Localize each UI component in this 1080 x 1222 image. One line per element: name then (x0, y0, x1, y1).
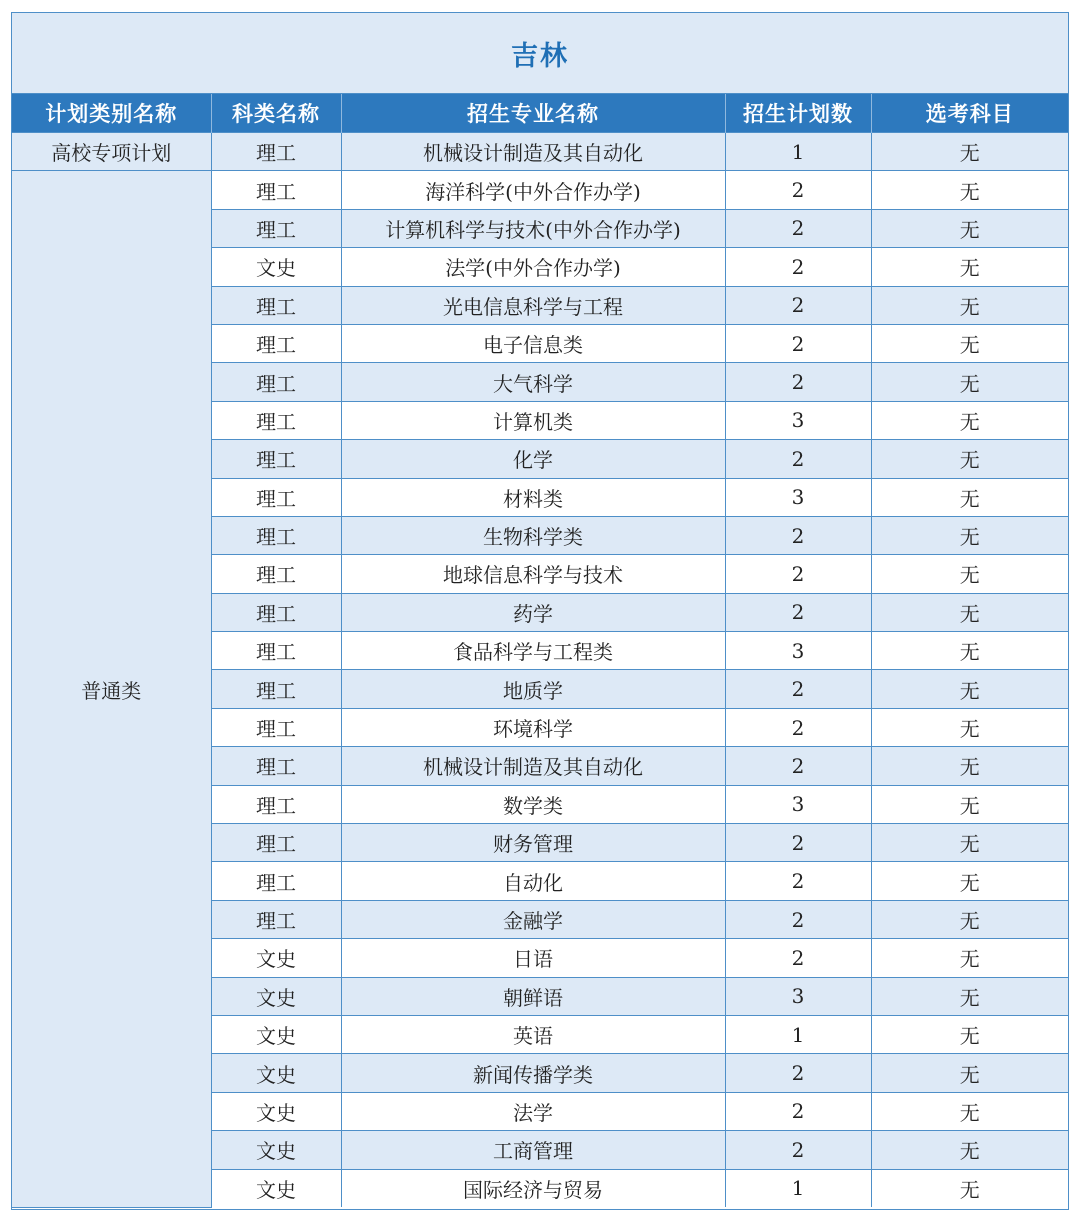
cell-plan-count: 3 (725, 478, 871, 516)
title-bar (12, 13, 1068, 94)
cell-major-name: 电子信息类 (341, 324, 725, 362)
cell-plan-count: 3 (725, 977, 871, 1015)
cell-plan-count: 2 (725, 824, 871, 862)
cell-plan-count: 2 (725, 1131, 871, 1169)
cell-subject-type: 文史 (211, 1131, 341, 1169)
cell-major-name: 食品科学与工程类 (341, 632, 725, 670)
cell-required-subjects: 无 (871, 363, 1068, 401)
cell-plan-count: 2 (725, 1092, 871, 1130)
cell-major-name: 环境科学 (341, 708, 725, 746)
cell-plan-count: 2 (725, 939, 871, 977)
cell-subject-type: 理工 (211, 900, 341, 938)
cell-major-name: 机械设计制造及其自动化 (341, 133, 725, 171)
cell-plan-count: 2 (725, 900, 871, 938)
cell-subject-type: 理工 (211, 670, 341, 708)
cell-required-subjects: 无 (871, 1169, 1068, 1207)
cell-required-subjects: 无 (871, 785, 1068, 823)
cell-required-subjects: 无 (871, 862, 1068, 900)
cell-major-name: 金融学 (341, 900, 725, 938)
cell-subject-type: 理工 (211, 133, 341, 171)
cell-plan-count: 2 (725, 324, 871, 362)
cell-subject-type: 文史 (211, 1015, 341, 1053)
cell-major-name: 计算机类 (341, 401, 725, 439)
cell-major-name: 法学(中外合作办学) (341, 248, 725, 286)
cell-required-subjects: 无 (871, 555, 1068, 593)
cell-major-name: 自动化 (341, 862, 725, 900)
cell-plan-count: 2 (725, 440, 871, 478)
cell-subject-type: 理工 (211, 747, 341, 785)
cell-subject-type: 理工 (211, 785, 341, 823)
cell-required-subjects: 无 (871, 708, 1068, 746)
cell-major-name: 机械设计制造及其自动化 (341, 747, 725, 785)
cell-plan-count: 2 (725, 747, 871, 785)
cell-major-name: 光电信息科学与工程 (341, 286, 725, 324)
table-header-row (12, 94, 1068, 133)
cell-subject-type: 理工 (211, 862, 341, 900)
header-required-subjects: 选考科目 (871, 94, 1068, 133)
header-plan-category: 计划类别名称 (12, 94, 211, 133)
cell-major-name: 药学 (341, 593, 725, 631)
cell-required-subjects: 无 (871, 939, 1068, 977)
cell-major-name: 化学 (341, 440, 725, 478)
cell-major-name: 新闻传播学类 (341, 1054, 725, 1092)
cell-plan-count: 2 (725, 171, 871, 209)
cell-subject-type: 文史 (211, 248, 341, 286)
cell-required-subjects: 无 (871, 747, 1068, 785)
cell-subject-type: 理工 (211, 824, 341, 862)
cell-required-subjects: 无 (871, 632, 1068, 670)
cell-plan-count: 2 (725, 708, 871, 746)
cell-plan-count: 2 (725, 248, 871, 286)
cell-required-subjects: 无 (871, 1015, 1068, 1053)
cell-required-subjects: 无 (871, 286, 1068, 324)
cell-subject-type: 理工 (211, 171, 341, 209)
cell-plan-count: 2 (725, 862, 871, 900)
table-body (12, 133, 1068, 1208)
cell-major-name: 国际经济与贸易 (341, 1169, 725, 1207)
cell-subject-type: 文史 (211, 1169, 341, 1207)
cell-plan-category: 高校专项计划 (12, 133, 211, 171)
cell-plan-count: 2 (725, 670, 871, 708)
cell-major-name: 日语 (341, 939, 725, 977)
cell-major-name: 工商管理 (341, 1131, 725, 1169)
table-row (12, 133, 1068, 171)
cell-plan-count: 2 (725, 286, 871, 324)
cell-major-name: 朝鲜语 (341, 977, 725, 1015)
cell-subject-type: 理工 (211, 555, 341, 593)
cell-required-subjects: 无 (871, 670, 1068, 708)
cell-required-subjects: 无 (871, 209, 1068, 247)
enrollment-table-card (11, 12, 1069, 1210)
cell-subject-type: 理工 (211, 286, 341, 324)
cell-plan-count: 3 (725, 401, 871, 439)
header-subject-type: 科类名称 (211, 94, 341, 133)
cell-plan-count: 3 (725, 632, 871, 670)
cell-subject-type: 理工 (211, 516, 341, 554)
cell-plan-count: 1 (725, 1169, 871, 1207)
cell-subject-type: 文史 (211, 939, 341, 977)
cell-subject-type: 理工 (211, 401, 341, 439)
cell-required-subjects: 无 (871, 440, 1068, 478)
cell-subject-type: 文史 (211, 977, 341, 1015)
enrollment-table (12, 94, 1068, 1208)
cell-required-subjects: 无 (871, 171, 1068, 209)
cell-major-name: 财务管理 (341, 824, 725, 862)
cell-plan-count: 2 (725, 516, 871, 554)
cell-plan-count: 1 (725, 133, 871, 171)
table-row (12, 171, 1068, 209)
cell-major-name: 地质学 (341, 670, 725, 708)
cell-required-subjects: 无 (871, 248, 1068, 286)
cell-subject-type: 理工 (211, 440, 341, 478)
cell-major-name: 英语 (341, 1015, 725, 1053)
cell-required-subjects: 无 (871, 478, 1068, 516)
cell-required-subjects: 无 (871, 516, 1068, 554)
cell-plan-count: 2 (725, 1054, 871, 1092)
cell-major-name: 地球信息科学与技术 (341, 555, 725, 593)
cell-major-name: 数学类 (341, 785, 725, 823)
cell-major-name: 生物科学类 (341, 516, 725, 554)
cell-subject-type: 理工 (211, 209, 341, 247)
cell-major-name: 法学 (341, 1092, 725, 1130)
cell-plan-count: 2 (725, 555, 871, 593)
cell-required-subjects: 无 (871, 824, 1068, 862)
cell-subject-type: 文史 (211, 1054, 341, 1092)
cell-required-subjects: 无 (871, 401, 1068, 439)
cell-required-subjects: 无 (871, 1131, 1068, 1169)
cell-plan-count: 2 (725, 209, 871, 247)
cell-subject-type: 理工 (211, 593, 341, 631)
header-plan-count: 招生计划数 (725, 94, 871, 133)
cell-required-subjects: 无 (871, 1054, 1068, 1092)
cell-major-name: 大气科学 (341, 363, 725, 401)
cell-required-subjects: 无 (871, 593, 1068, 631)
cell-required-subjects: 无 (871, 1092, 1068, 1130)
cell-subject-type: 理工 (211, 363, 341, 401)
cell-subject-type: 理工 (211, 478, 341, 516)
cell-required-subjects: 无 (871, 900, 1068, 938)
cell-subject-type: 理工 (211, 632, 341, 670)
header-major-name: 招生专业名称 (341, 94, 725, 133)
cell-subject-type: 理工 (211, 708, 341, 746)
cell-major-name: 材料类 (341, 478, 725, 516)
cell-subject-type: 理工 (211, 324, 341, 362)
cell-subject-type: 文史 (211, 1092, 341, 1130)
cell-required-subjects: 无 (871, 133, 1068, 171)
cell-major-name: 海洋科学(中外合作办学) (341, 171, 725, 209)
cell-plan-count: 2 (725, 363, 871, 401)
cell-plan-count: 3 (725, 785, 871, 823)
cell-major-name: 计算机科学与技术(中外合作办学) (341, 209, 725, 247)
cell-required-subjects: 无 (871, 977, 1068, 1015)
cell-required-subjects: 无 (871, 324, 1068, 362)
cell-plan-category: 普通类 (12, 171, 211, 1208)
cell-plan-count: 1 (725, 1015, 871, 1053)
cell-plan-count: 2 (725, 593, 871, 631)
page-title: 吉林 (511, 40, 569, 72)
